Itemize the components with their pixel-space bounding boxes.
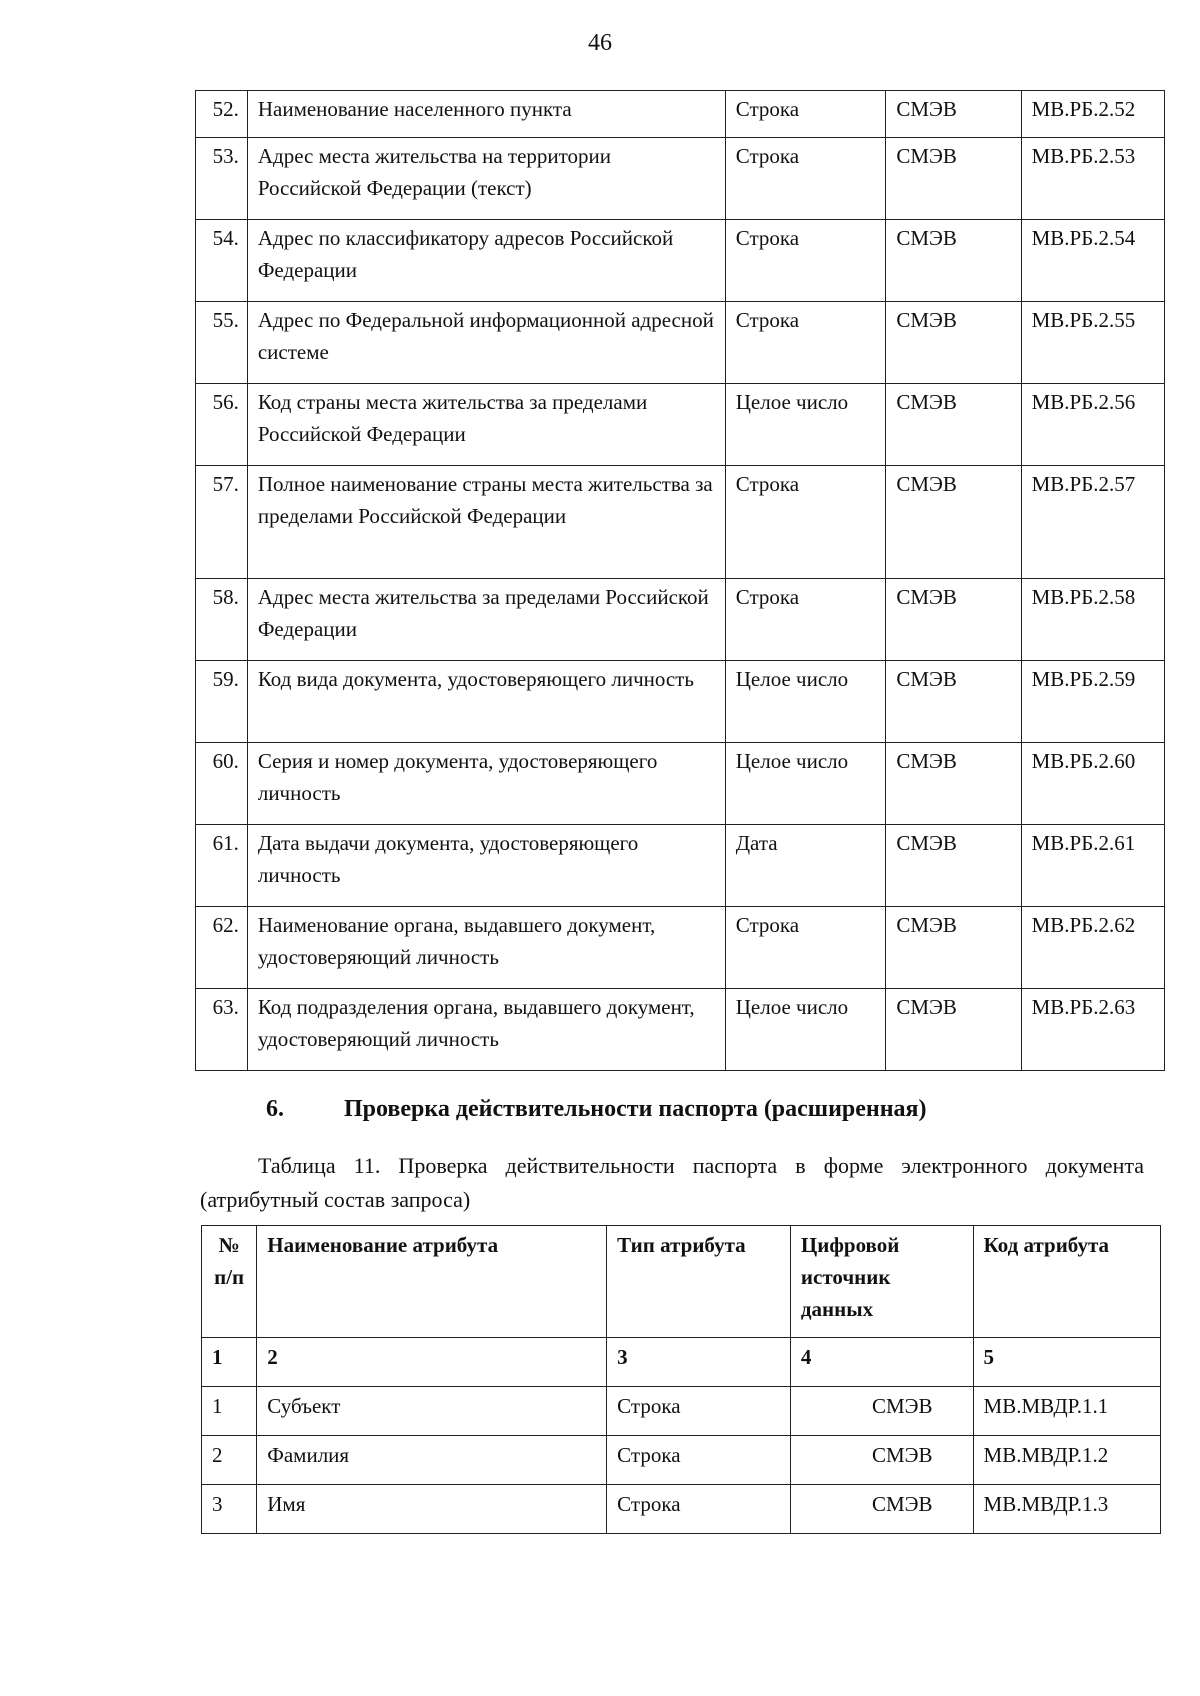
table-row [202, 1387, 1161, 1436]
attribute-code: МВ.РБ.2.56 [1021, 384, 1164, 466]
attribute-type: Целое число [725, 989, 886, 1071]
table-row [196, 220, 1165, 302]
attribute-code: МВ.РБ.2.52 [1021, 91, 1164, 138]
attribute-name: Полное наименование страны места жительства за пределами Российской Федерации [247, 466, 725, 579]
row-number: 54. [196, 220, 248, 302]
data-source: СМЭВ [886, 989, 1021, 1071]
data-source: СМЭВ [886, 384, 1021, 466]
row-number: 1 [202, 1387, 257, 1436]
page-number: 46 [588, 30, 612, 56]
attribute-type: Строка [725, 302, 886, 384]
attribute-code: МВ.РБ.2.54 [1021, 220, 1164, 302]
header-cell: № п/п [202, 1226, 257, 1338]
table-row [196, 466, 1165, 579]
attribute-type: Строка [607, 1387, 791, 1436]
data-source: СМЭВ [790, 1436, 973, 1485]
data-source: СМЭВ [886, 220, 1021, 302]
table-row [196, 138, 1165, 220]
column-number: 3 [607, 1338, 791, 1387]
attribute-type: Строка [725, 907, 886, 989]
data-source: СМЭВ [886, 466, 1021, 579]
row-number: 63. [196, 989, 248, 1071]
table-row [196, 91, 1165, 138]
table-row [202, 1485, 1161, 1534]
attribute-type: Строка [725, 466, 886, 579]
header-cell: Цифровой источник данных [790, 1226, 973, 1338]
attributes-table-continued [195, 90, 1165, 1071]
attribute-name: Субъект [257, 1387, 607, 1436]
data-source: СМЭВ [886, 302, 1021, 384]
data-source: СМЭВ [886, 825, 1021, 907]
section-number: 6. [266, 1096, 284, 1122]
attribute-name: Фамилия [257, 1436, 607, 1485]
attribute-type: Дата [725, 825, 886, 907]
attribute-type: Целое число [725, 743, 886, 825]
attribute-name: Наименование населенного пункта [247, 91, 725, 138]
attribute-type: Целое число [725, 661, 886, 743]
attribute-type: Строка [607, 1485, 791, 1534]
table-row [196, 661, 1165, 743]
attribute-code: МВ.РБ.2.59 [1021, 661, 1164, 743]
attribute-name: Серия и номер документа, удостоверяющего личность [247, 743, 725, 825]
table-row [196, 302, 1165, 384]
attribute-name: Имя [257, 1485, 607, 1534]
data-source: СМЭВ [886, 907, 1021, 989]
attribute-code: МВ.РБ.2.61 [1021, 825, 1164, 907]
data-source: СМЭВ [886, 91, 1021, 138]
table-row [196, 907, 1165, 989]
row-number: 59. [196, 661, 248, 743]
header-cell: Наименование атрибута [257, 1226, 607, 1338]
table-caption: Таблица 11. Проверка действительности паспорта в форме электронного документа (атрибутный состав запроса) [200, 1153, 1144, 1212]
attribute-code: МВ.МВДР.1.3 [973, 1485, 1160, 1534]
row-number: 3 [202, 1485, 257, 1534]
row-number: 52. [196, 91, 248, 138]
attribute-code: МВ.РБ.2.60 [1021, 743, 1164, 825]
attribute-name: Дата выдачи документа, удостоверяющего личность [247, 825, 725, 907]
attribute-code: МВ.РБ.2.63 [1021, 989, 1164, 1071]
data-source: СМЭВ [790, 1485, 973, 1534]
request-attributes-table [201, 1225, 1161, 1534]
attribute-type: Целое число [725, 384, 886, 466]
attribute-type: Строка [607, 1436, 791, 1485]
attribute-type: Строка [725, 220, 886, 302]
table-row [196, 989, 1165, 1071]
attribute-name: Код страны места жительства за пределами Российской Федерации [247, 384, 725, 466]
row-number: 60. [196, 743, 248, 825]
attribute-name: Код подразделения органа, выдавшего документ, удостоверяющий личность [247, 989, 725, 1071]
attribute-code: МВ.МВДР.1.1 [973, 1387, 1160, 1436]
attribute-type: Строка [725, 138, 886, 220]
table-row [202, 1436, 1161, 1485]
row-number: 61. [196, 825, 248, 907]
row-number: 53. [196, 138, 248, 220]
row-number: 2 [202, 1436, 257, 1485]
row-number: 62. [196, 907, 248, 989]
row-number: 56. [196, 384, 248, 466]
column-number: 2 [257, 1338, 607, 1387]
attribute-type: Строка [725, 91, 886, 138]
section-heading [266, 1096, 927, 1123]
attribute-type: Строка [725, 579, 886, 661]
attribute-name: Адрес места жительства за пределами Российской Федерации [247, 579, 725, 661]
column-number: 5 [973, 1338, 1160, 1387]
section-title: Проверка действительности паспорта (расширенная) [344, 1096, 927, 1122]
data-source: СМЭВ [886, 138, 1021, 220]
row-number: 58. [196, 579, 248, 661]
row-number: 55. [196, 302, 248, 384]
table-row [196, 825, 1165, 907]
data-source: СМЭВ [790, 1387, 973, 1436]
header-cell: Код атрибута [973, 1226, 1160, 1338]
row-number: 57. [196, 466, 248, 579]
data-source: СМЭВ [886, 579, 1021, 661]
data-source: СМЭВ [886, 661, 1021, 743]
attribute-name: Наименование органа, выдавшего документ, удостоверяющий личность [247, 907, 725, 989]
attribute-name: Адрес по классификатору адресов Российской Федерации [247, 220, 725, 302]
attribute-name: Адрес места жительства на территории Российской Федерации (текст) [247, 138, 725, 220]
table-row [196, 384, 1165, 466]
attribute-code: МВ.РБ.2.62 [1021, 907, 1164, 989]
column-number: 4 [790, 1338, 973, 1387]
table-row [196, 579, 1165, 661]
column-numbers-row [202, 1338, 1161, 1387]
attribute-code: МВ.МВДР.1.2 [973, 1436, 1160, 1485]
attribute-name: Код вида документа, удостоверяющего личность [247, 661, 725, 743]
table-header-row [202, 1226, 1161, 1338]
column-number: 1 [202, 1338, 257, 1387]
attribute-code: МВ.РБ.2.55 [1021, 302, 1164, 384]
attribute-code: МВ.РБ.2.53 [1021, 138, 1164, 220]
table-row [196, 743, 1165, 825]
data-source: СМЭВ [886, 743, 1021, 825]
header-cell: Тип атрибута [607, 1226, 791, 1338]
attribute-code: МВ.РБ.2.57 [1021, 466, 1164, 579]
attribute-name: Адрес по Федеральной информационной адресной системе [247, 302, 725, 384]
attribute-code: МВ.РБ.2.58 [1021, 579, 1164, 661]
